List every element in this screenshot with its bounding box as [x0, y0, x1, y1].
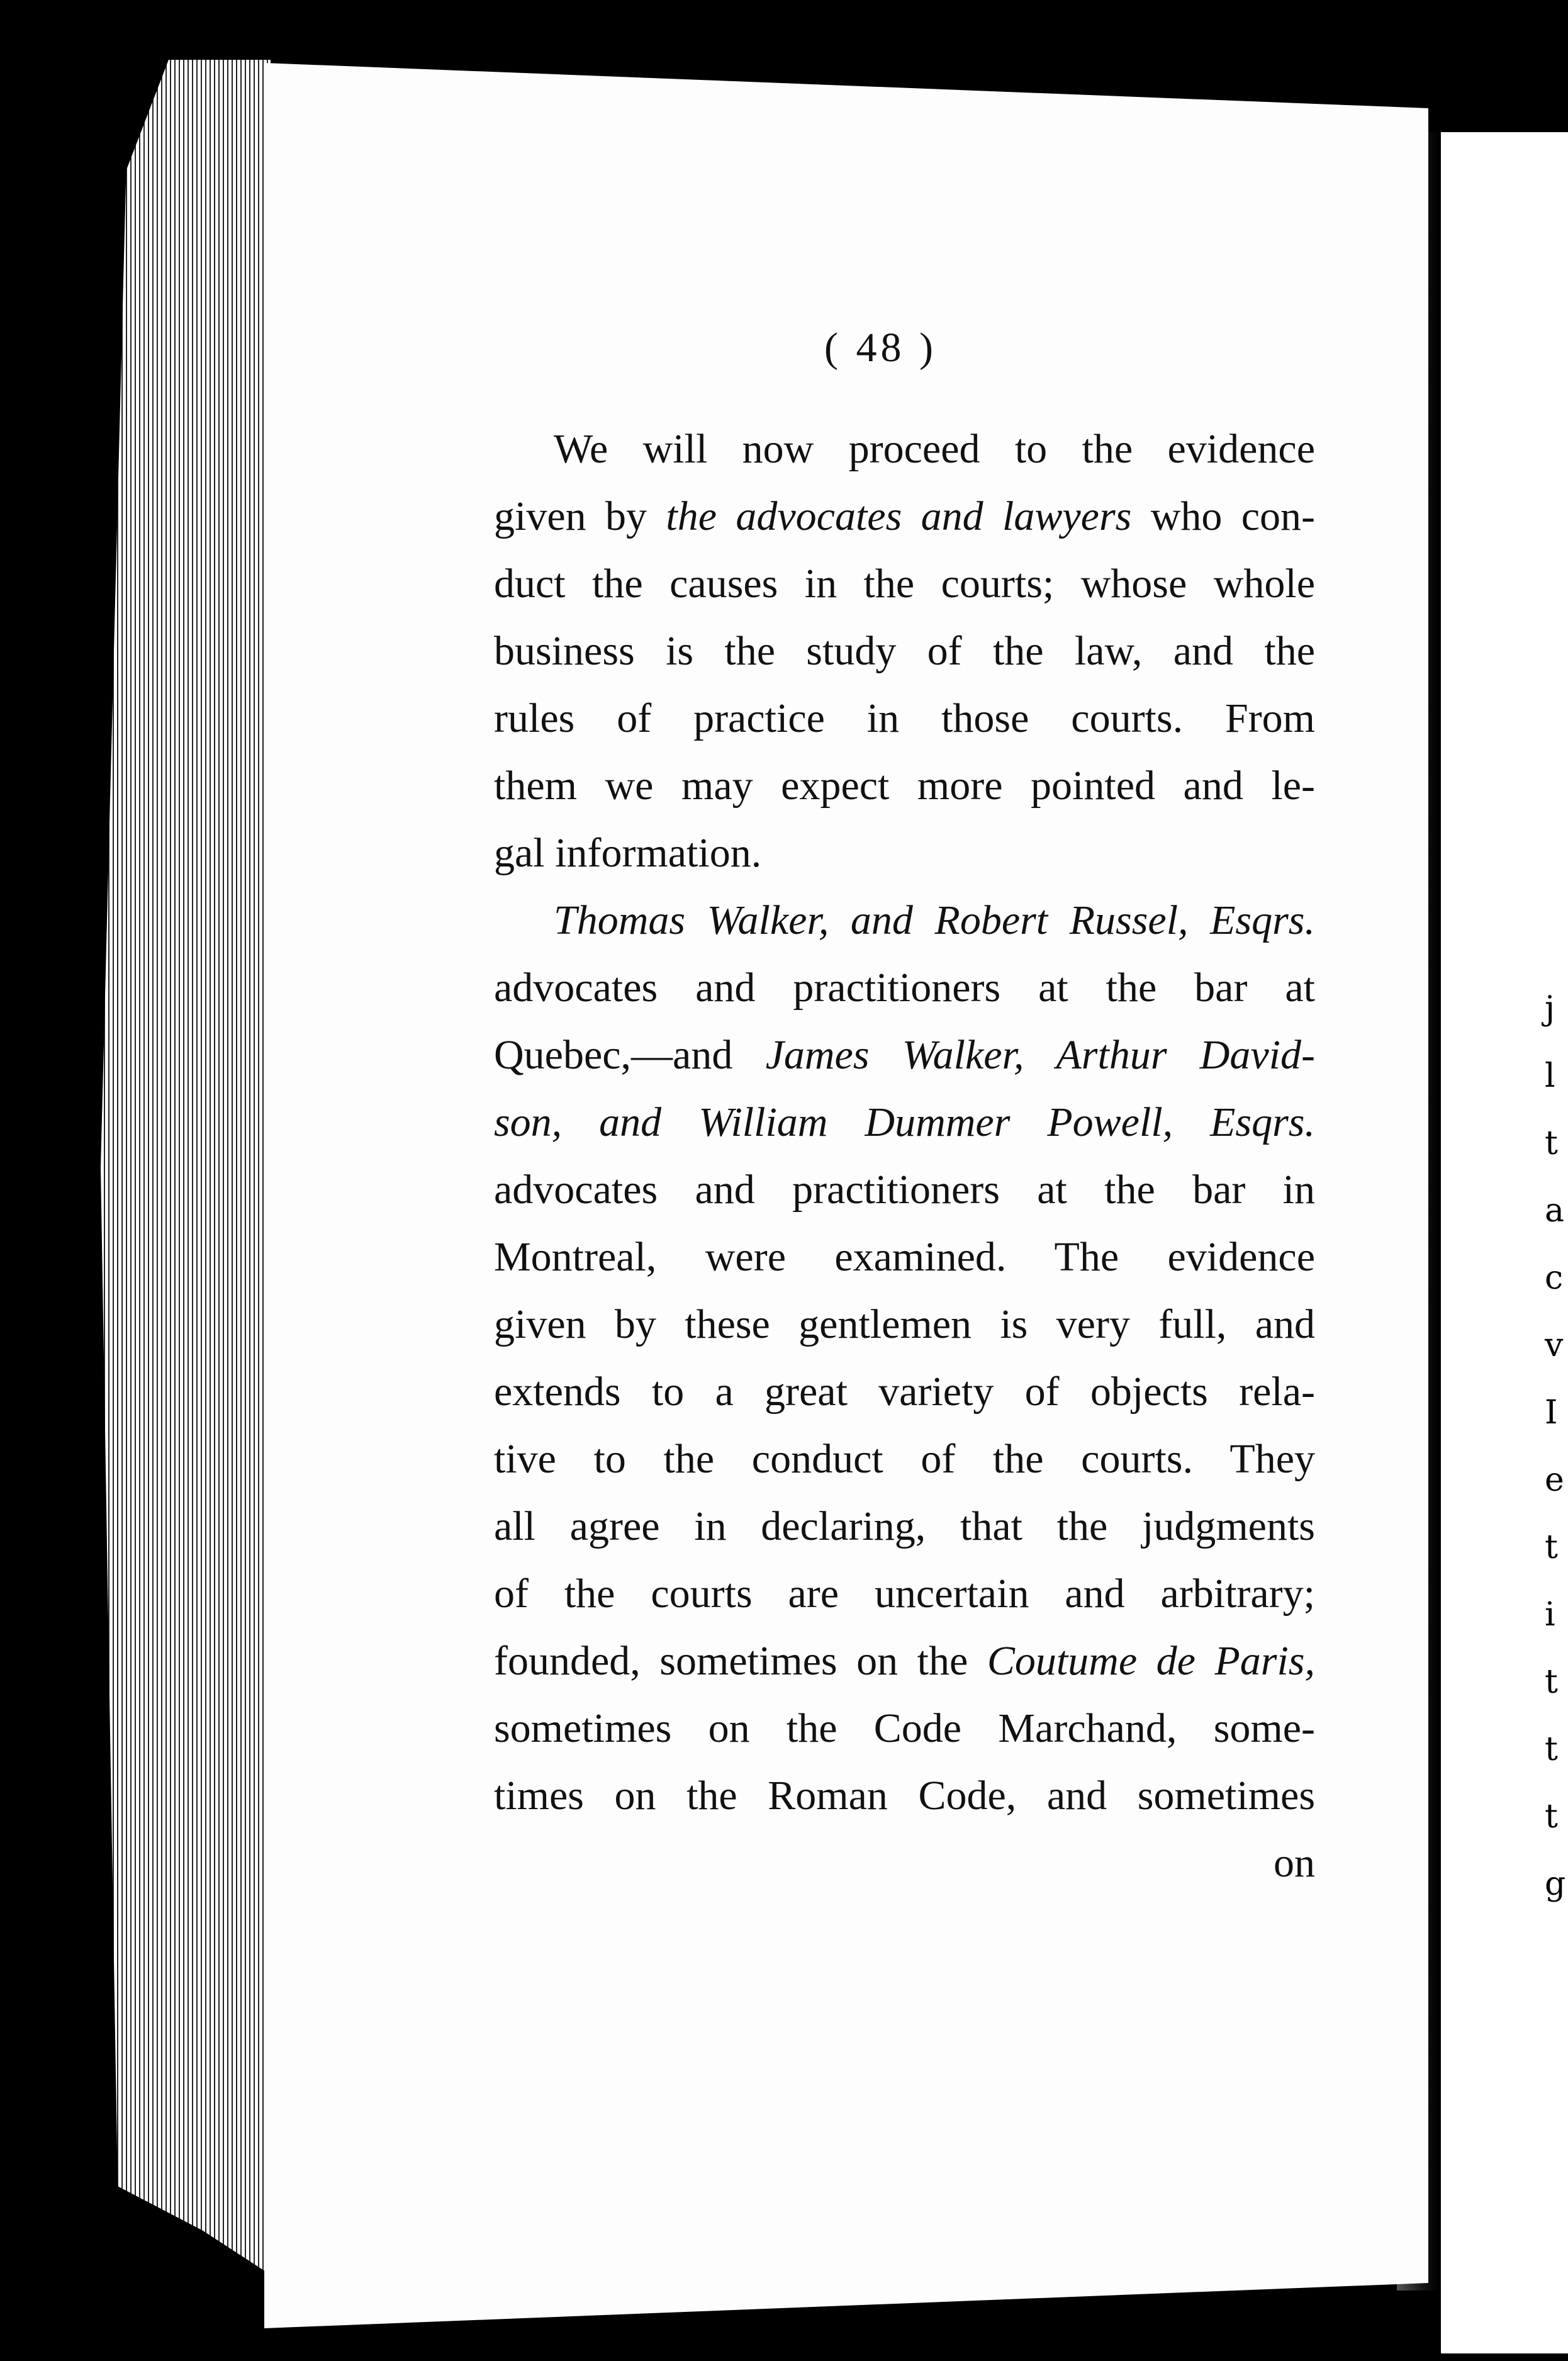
text-line: them we may expect more pointed and le-	[494, 763, 1315, 809]
text-line: Thomas Walker, and Robert Russel, Esqrs.	[554, 897, 1315, 943]
text-line: advocates and practitioners at the bar at	[494, 965, 1315, 1011]
italic-run: James Walker, Arthur David-	[765, 1032, 1315, 1078]
text-line: Montreal, were examined. The evidence	[494, 1234, 1315, 1280]
text-line	[494, 1021, 1315, 1089]
catchword: on	[1274, 1840, 1315, 1886]
facing-letter: i	[1545, 1596, 1555, 1634]
text-line: business is the study of the law, and the	[494, 628, 1315, 674]
text-line: of the courts are uncertain and arbitrary;	[494, 1571, 1315, 1617]
text-line: duct the causes in the courts; whose whole	[494, 561, 1315, 607]
text-line	[494, 1627, 1315, 1695]
facing-letter: I	[1545, 1394, 1558, 1432]
text-line: all agree in declaring, that the judgments	[494, 1503, 1315, 1549]
facing-letter: t	[1545, 1528, 1558, 1566]
text-run: Quebec,—and	[494, 1032, 733, 1078]
facing-letter: t	[1545, 1730, 1558, 1768]
text-line: extends to a great variety of objects rela-	[494, 1369, 1315, 1415]
text-line: son, and William Dummer Powell, Esqrs.	[494, 1099, 1315, 1145]
facing-letter: c	[1545, 1259, 1564, 1297]
page-body-text	[494, 415, 1315, 1897]
text-line: rules of practice in those courts. From	[494, 695, 1315, 741]
text-line: advocates and practitioners at the bar in	[494, 1167, 1315, 1213]
facing-letter: j	[1545, 990, 1555, 1028]
text-line: sometimes on the Code Marchand, some-	[494, 1705, 1315, 1751]
text-line: tive to the conduct of the courts. They	[494, 1436, 1315, 1482]
facing-letter: l	[1545, 1057, 1555, 1095]
facing-letter: g	[1545, 1865, 1566, 1903]
text-run: founded, sometimes on the	[494, 1638, 968, 1684]
text-line: gal information.	[494, 830, 762, 876]
text-run: who con-	[1150, 493, 1316, 539]
text-line: We will now proceed to the evidence	[554, 426, 1315, 472]
facing-letter: t	[1545, 1124, 1558, 1162]
facing-letter: a	[1545, 1192, 1565, 1230]
italic-run: the advocates and lawyers	[666, 493, 1132, 539]
text-run: given by	[494, 493, 647, 539]
facing-letter: t	[1545, 1798, 1558, 1836]
text-line: times on the Roman Code, and sometimes	[494, 1773, 1315, 1819]
facing-letter: e	[1545, 1461, 1564, 1499]
text-line: given by these gentlemen is very full, and	[494, 1301, 1315, 1347]
facing-letter: v	[1545, 1326, 1564, 1364]
facing-page-letters	[1545, 975, 1568, 1918]
page-number: ( 48 )	[824, 325, 937, 371]
book-fore-edge	[101, 60, 271, 2275]
italic-run: Coutume de Paris,	[987, 1638, 1315, 1684]
text-line	[494, 483, 1315, 550]
facing-letter: t	[1545, 1663, 1558, 1701]
